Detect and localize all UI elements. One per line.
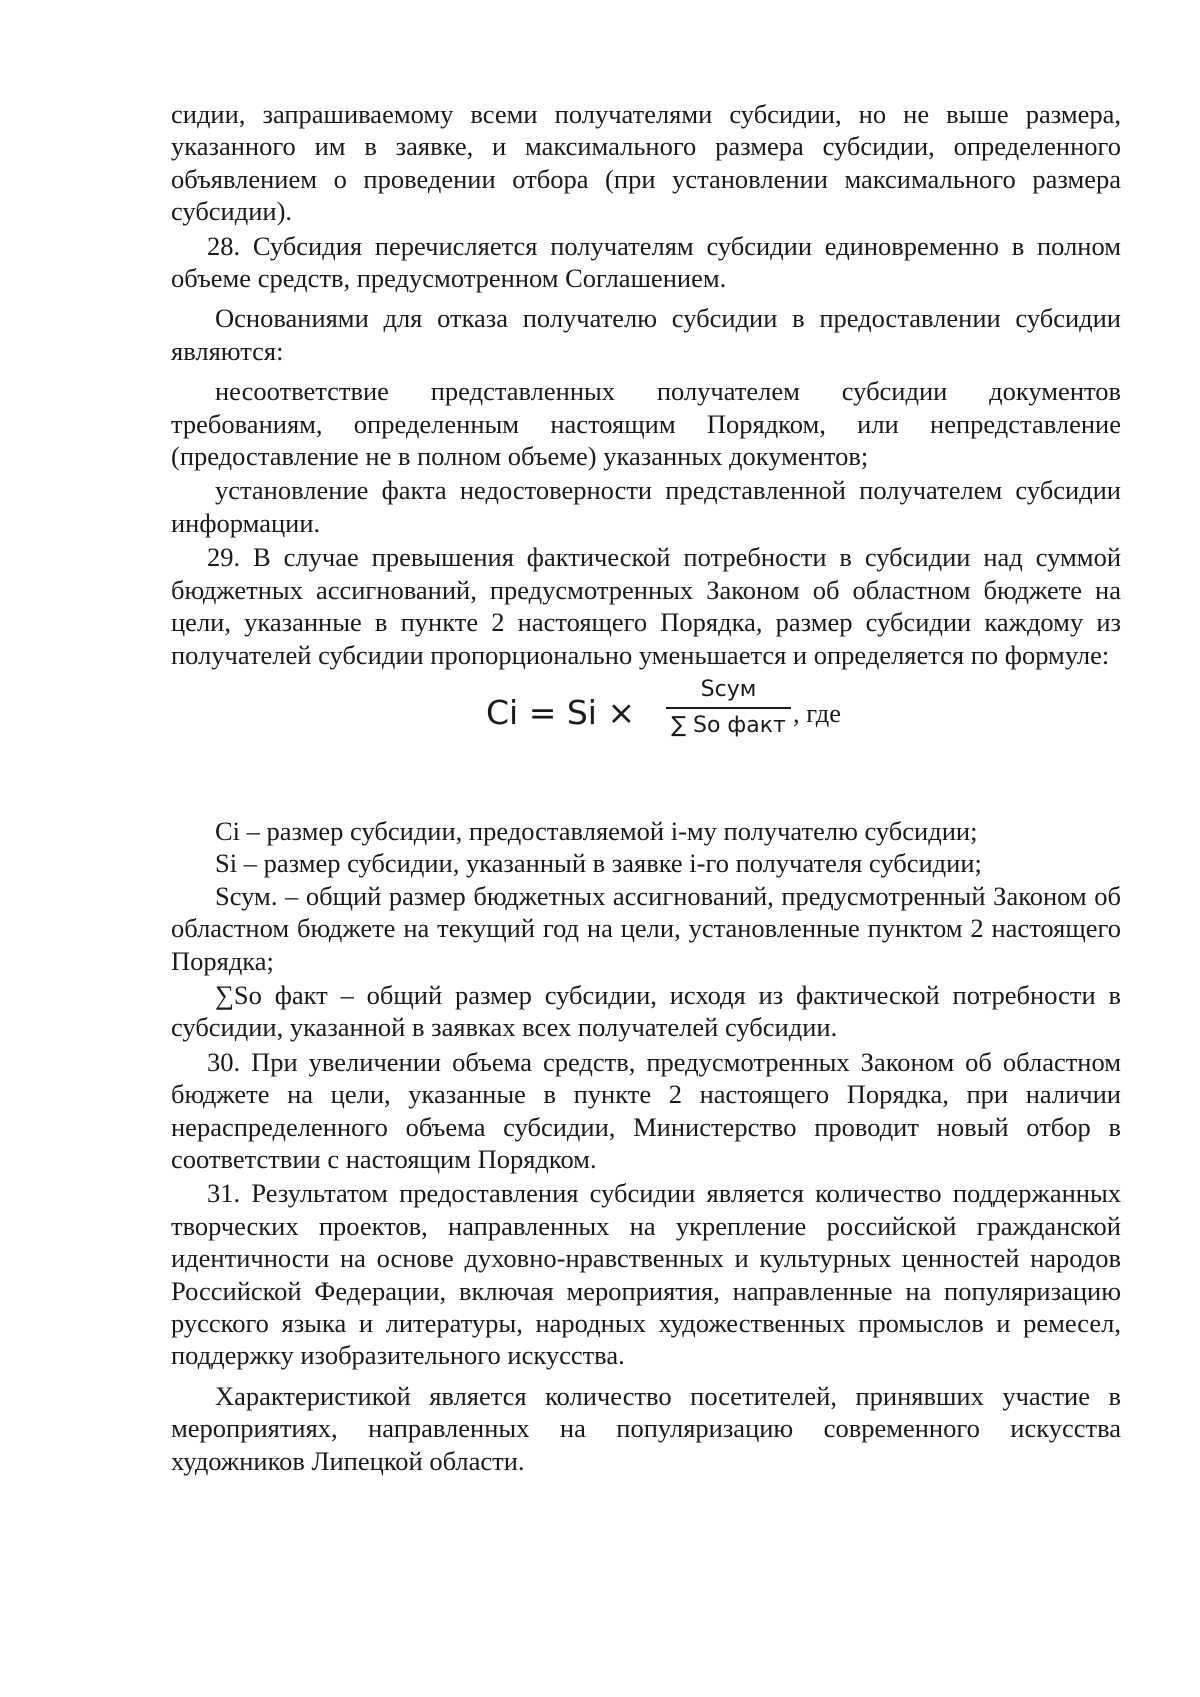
document-page (171, 98, 1121, 1477)
formula-denominator: ∑ So факт (671, 712, 786, 738)
paragraph-28: 28. Субсидия перечисляется получателям субсидии единовременно в полном объеме средств, предусмотренном Соглашением. (171, 230, 1121, 294)
paragraph-characteristic: Характеристикой является количество посетителей, принявших участие в мероприятиях, направленных на популяризацию современного искусства художников Липецкой области. (171, 1380, 1121, 1476)
paragraph-grounds: Основаниями для отказа получателю субсидии в предоставлении субсидии являются: (171, 303, 1121, 366)
formula-fraction (666, 675, 791, 741)
paragraph-intro: сидии, запрашиваемому всеми получателями субсидии, но не выше размера, указанного им в заявке, и максимального размера субсидии, определенного объявлением о проведении отбора (при установлении максимального размера субсидии). (171, 99, 1121, 227)
grounds-item-1: несоответствие представленных получателем субсидии документов требованиям, определенным настоящим Порядком, или непредставление (предоставление не в полном объеме) указанных документов; (171, 376, 1121, 472)
formula-numerator: Sсум (666, 675, 791, 709)
paragraph-29: 29. В случае превышения фактической потребности в субсидии над суммой бюджетных ассигнований, предусмотренных Законом об областном бюджете на цели, указанные в пункте 2 настоящего Порядка, размер субсидии каждому из получателей субсидии пропорционально уменьшается и определяется по формуле: (171, 542, 1121, 670)
definition-ssum: Sсум. – общий размер бюджетных ассигнований, предусмотренный Законом об областном бюджете на текущий год на цели, установленные пунктом 2 настоящего Порядка; (171, 880, 1121, 976)
definition-ci: Ci – размер субсидии, предоставляемой i-му получателю субсидии; (215, 815, 978, 846)
definition-si: Si – размер субсидии, указанный в заявке i-го получателя субсидии; (215, 848, 982, 879)
definition-sofact: ∑So факт – общий размер субсидии, исходя из фактической потребности в субсидии, указанной в заявках всех получателей субсидии. (171, 979, 1121, 1043)
formula-lhs: Ci = Si × (486, 692, 636, 732)
formula-tail: , где (793, 697, 842, 728)
paragraph-31: 31. Результатом предоставления субсидии является количество поддержанных творческих проектов, направленных на укрепление российской гражданской идентичности на основе духовно-нравственных и культурных ценностей народов Российской Федерации, включая мероприятия, направленные на популяризацию русского языка и литературы, народных художественных промыслов и ремесел, поддержку изобразительного искусства. (171, 1178, 1121, 1371)
formula (171, 675, 1121, 755)
grounds-item-2: установление факта недостоверности представленной получателем субсидии информации. (171, 475, 1121, 538)
paragraph-30: 30. При увеличении объема средств, предусмотренных Законом об областном бюджете на цели, указанные в пункте 2 настоящего Порядка, при наличии нераспределенного объема субсидии, Министерство проводит новый отбор в соответствии с настоящим Порядком. (171, 1046, 1121, 1174)
